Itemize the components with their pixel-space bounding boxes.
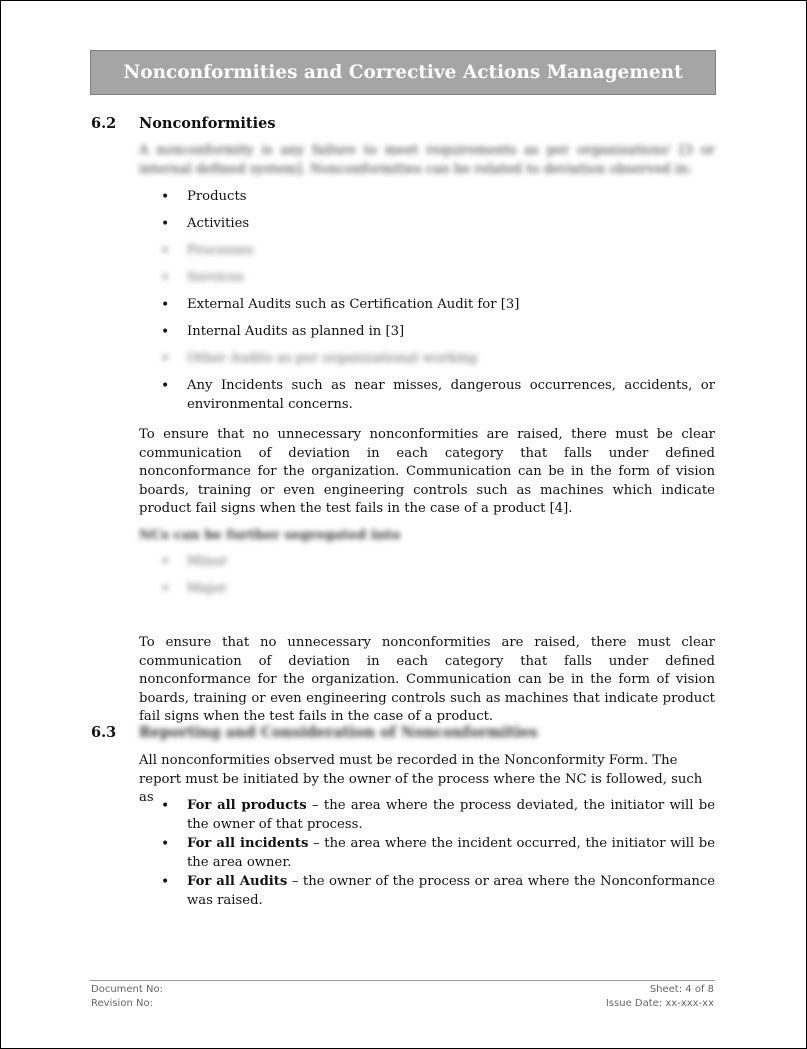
section-title: Reporting and Consideration of Nonconformities <box>139 724 538 741</box>
section-6-2-intro: A nonconformity is any failure to meet requirements as per organizations' [3 or internal defined system]. Nonconformities can be related to deviation observed in: <box>139 143 715 177</box>
nc-segregation-heading: NCs can be further segregated into <box>139 528 401 543</box>
section-number: 6.3 <box>91 724 117 741</box>
footer-document-no: Document No: <box>91 984 163 995</box>
list-item: • Processes <box>161 243 254 259</box>
list-item: • For all products – the area where the process deviated, the initiator will be the owner of that process. <box>161 798 715 832</box>
list-item: • Internal Audits as planned in [3] <box>161 324 405 340</box>
list-item: • Products <box>161 189 247 205</box>
nc-type-list <box>139 553 715 607</box>
list-item: • Services <box>161 270 244 286</box>
section-6-3-intro: All nonconformities observed must be recorded in the Nonconformity Form. The report must be initiated by the owner of the process where the NC is followed, such as <box>139 753 703 805</box>
section-number: 6.2 <box>91 115 117 132</box>
list-item: • Minor <box>161 554 228 570</box>
footer-sheet-number: Sheet: 4 of 8 <box>649 984 714 995</box>
reporting-owner-list <box>139 797 715 910</box>
document-title-banner <box>90 50 716 95</box>
list-item: • For all incidents – the area where the incident occurred, the initiator will be the area owner. <box>161 836 716 870</box>
list-item: • Major <box>161 581 227 597</box>
section-6-3-heading <box>91 724 538 741</box>
section-6-2-heading <box>91 115 276 132</box>
section-title: Nonconformities <box>139 115 276 132</box>
list-item: • Other Audits as per organizational working <box>161 351 478 367</box>
footer-issue-date: Issue Date: xx-xxx-xx <box>605 998 714 1009</box>
list-item: • Any Incidents such as near misses, dangerous occurrences, accidents, or environmental concerns. <box>161 378 715 412</box>
nonconformity-category-list <box>139 188 715 414</box>
communication-paragraph-1: To ensure that no unnecessary nonconformities are raised, there must be clear communication of deviation in each category that falls under defined nonconformance for the organization. Communication can be in the form of vision boards, training or even engineering controls such as machines which indicate product fail signs when the test fails in the case of a product [4]. <box>139 427 715 516</box>
list-item: • Activities <box>161 216 250 232</box>
footer-revision-no: Revision No: <box>91 998 153 1009</box>
document-title: Nonconformities and Corrective Actions Management <box>123 62 683 83</box>
communication-paragraph-2: To ensure that no unnecessary nonconformities are raised, there must clear communication of deviation in each category that falls under defined nonconformance for the organization. Communication can be in the form of vision boards, training or even engineering controls such as machines that indicate product fail signs when the test fails in the case of a product. <box>139 635 715 724</box>
list-item: • For all Audits – the owner of the process or area where the Nonconformance was raised. <box>161 874 716 908</box>
list-item: • External Audits such as Certification Audit for [3] <box>161 297 520 313</box>
footer-divider <box>90 980 715 981</box>
